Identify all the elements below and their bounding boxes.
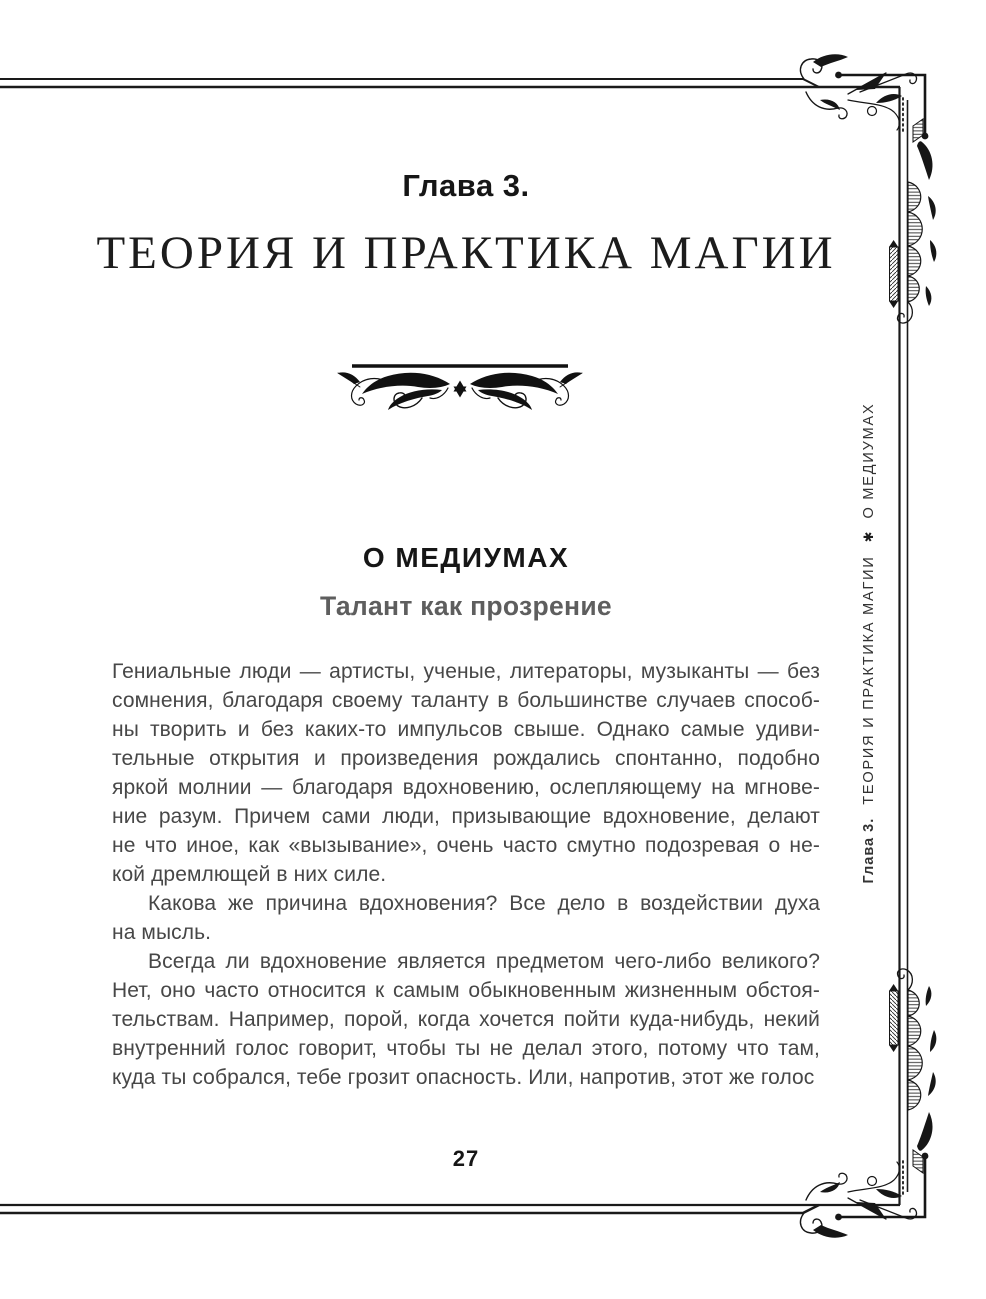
body-line: ны творить и без каких-то импульсов свыше. Однако самые удиви- — [112, 718, 820, 741]
page-number: 27 — [452, 1146, 480, 1171]
chapter-title: ТЕОРИЯ И ПРАКТИКА МАГИИ — [96, 227, 836, 279]
body-line: Гениальные люди — артисты, ученые, литераторы, музыканты — без — [112, 660, 820, 683]
body-line: куда ты собрался, тебе грозит опасность. Или, напротив, этот же голос — [112, 1066, 815, 1089]
chapter-label: Глава 3. — [402, 168, 530, 203]
chapter-divider — [330, 360, 590, 416]
body-line: на мысль. — [112, 921, 212, 944]
bottom-right-corner-ornament — [800, 969, 936, 1238]
body-line: Какова же причина вдохновения? Все дело в воздействии духа — [148, 892, 820, 915]
body-line: тельные открытия и произведения рождались спонтанно, подобно — [112, 747, 820, 770]
paragraph — [112, 889, 820, 947]
body-line: ние разум. Причем сами люди, призывающие вдохновение, делают — [112, 805, 820, 828]
body-text — [112, 657, 820, 1092]
section-heading: О МЕДИУМАХ — [362, 542, 570, 573]
body-line: не что иное, как «вызывание», очень часто смутно подозревая о не- — [112, 834, 820, 857]
margin-chapter-tab — [860, 402, 878, 884]
body-line: кой дремлющей в них силе. — [112, 863, 387, 886]
section-subheading: Талант как прозрение — [320, 591, 612, 621]
flower-separator-icon: ✱ — [861, 531, 877, 543]
leaf-flourish-icon — [330, 360, 590, 416]
body-line: Всегда ли вдохновение является предметом чего-либо великого? — [148, 950, 820, 973]
body-line: Нет, оно часто относится к самым обыкновенным жизненным обстоя- — [112, 979, 820, 1002]
margin-chapter-title: ТЕОРИЯ И ПРАКТИКА МАГИИ — [861, 555, 877, 805]
margin-section-title: О МЕДИУМАХ — [861, 402, 877, 519]
body-line: сомнения, благодаря своему таланту в большинстве случаев способ- — [112, 689, 820, 712]
divider-star-icon — [454, 381, 467, 398]
body-line: яркой молнии — благодаря вдохновению, ослепляющему на мгнове- — [112, 776, 820, 799]
body-line: тельствам. Например, порой, когда хочется пойти куда-нибудь, некий — [112, 1008, 820, 1031]
body-line: внутренний голос говорит, чтобы ты не делал этого, потому что там, — [112, 1037, 820, 1060]
paragraph — [112, 947, 820, 1092]
paragraph — [112, 657, 820, 889]
margin-chapter-label: Глава 3. — [861, 817, 877, 884]
